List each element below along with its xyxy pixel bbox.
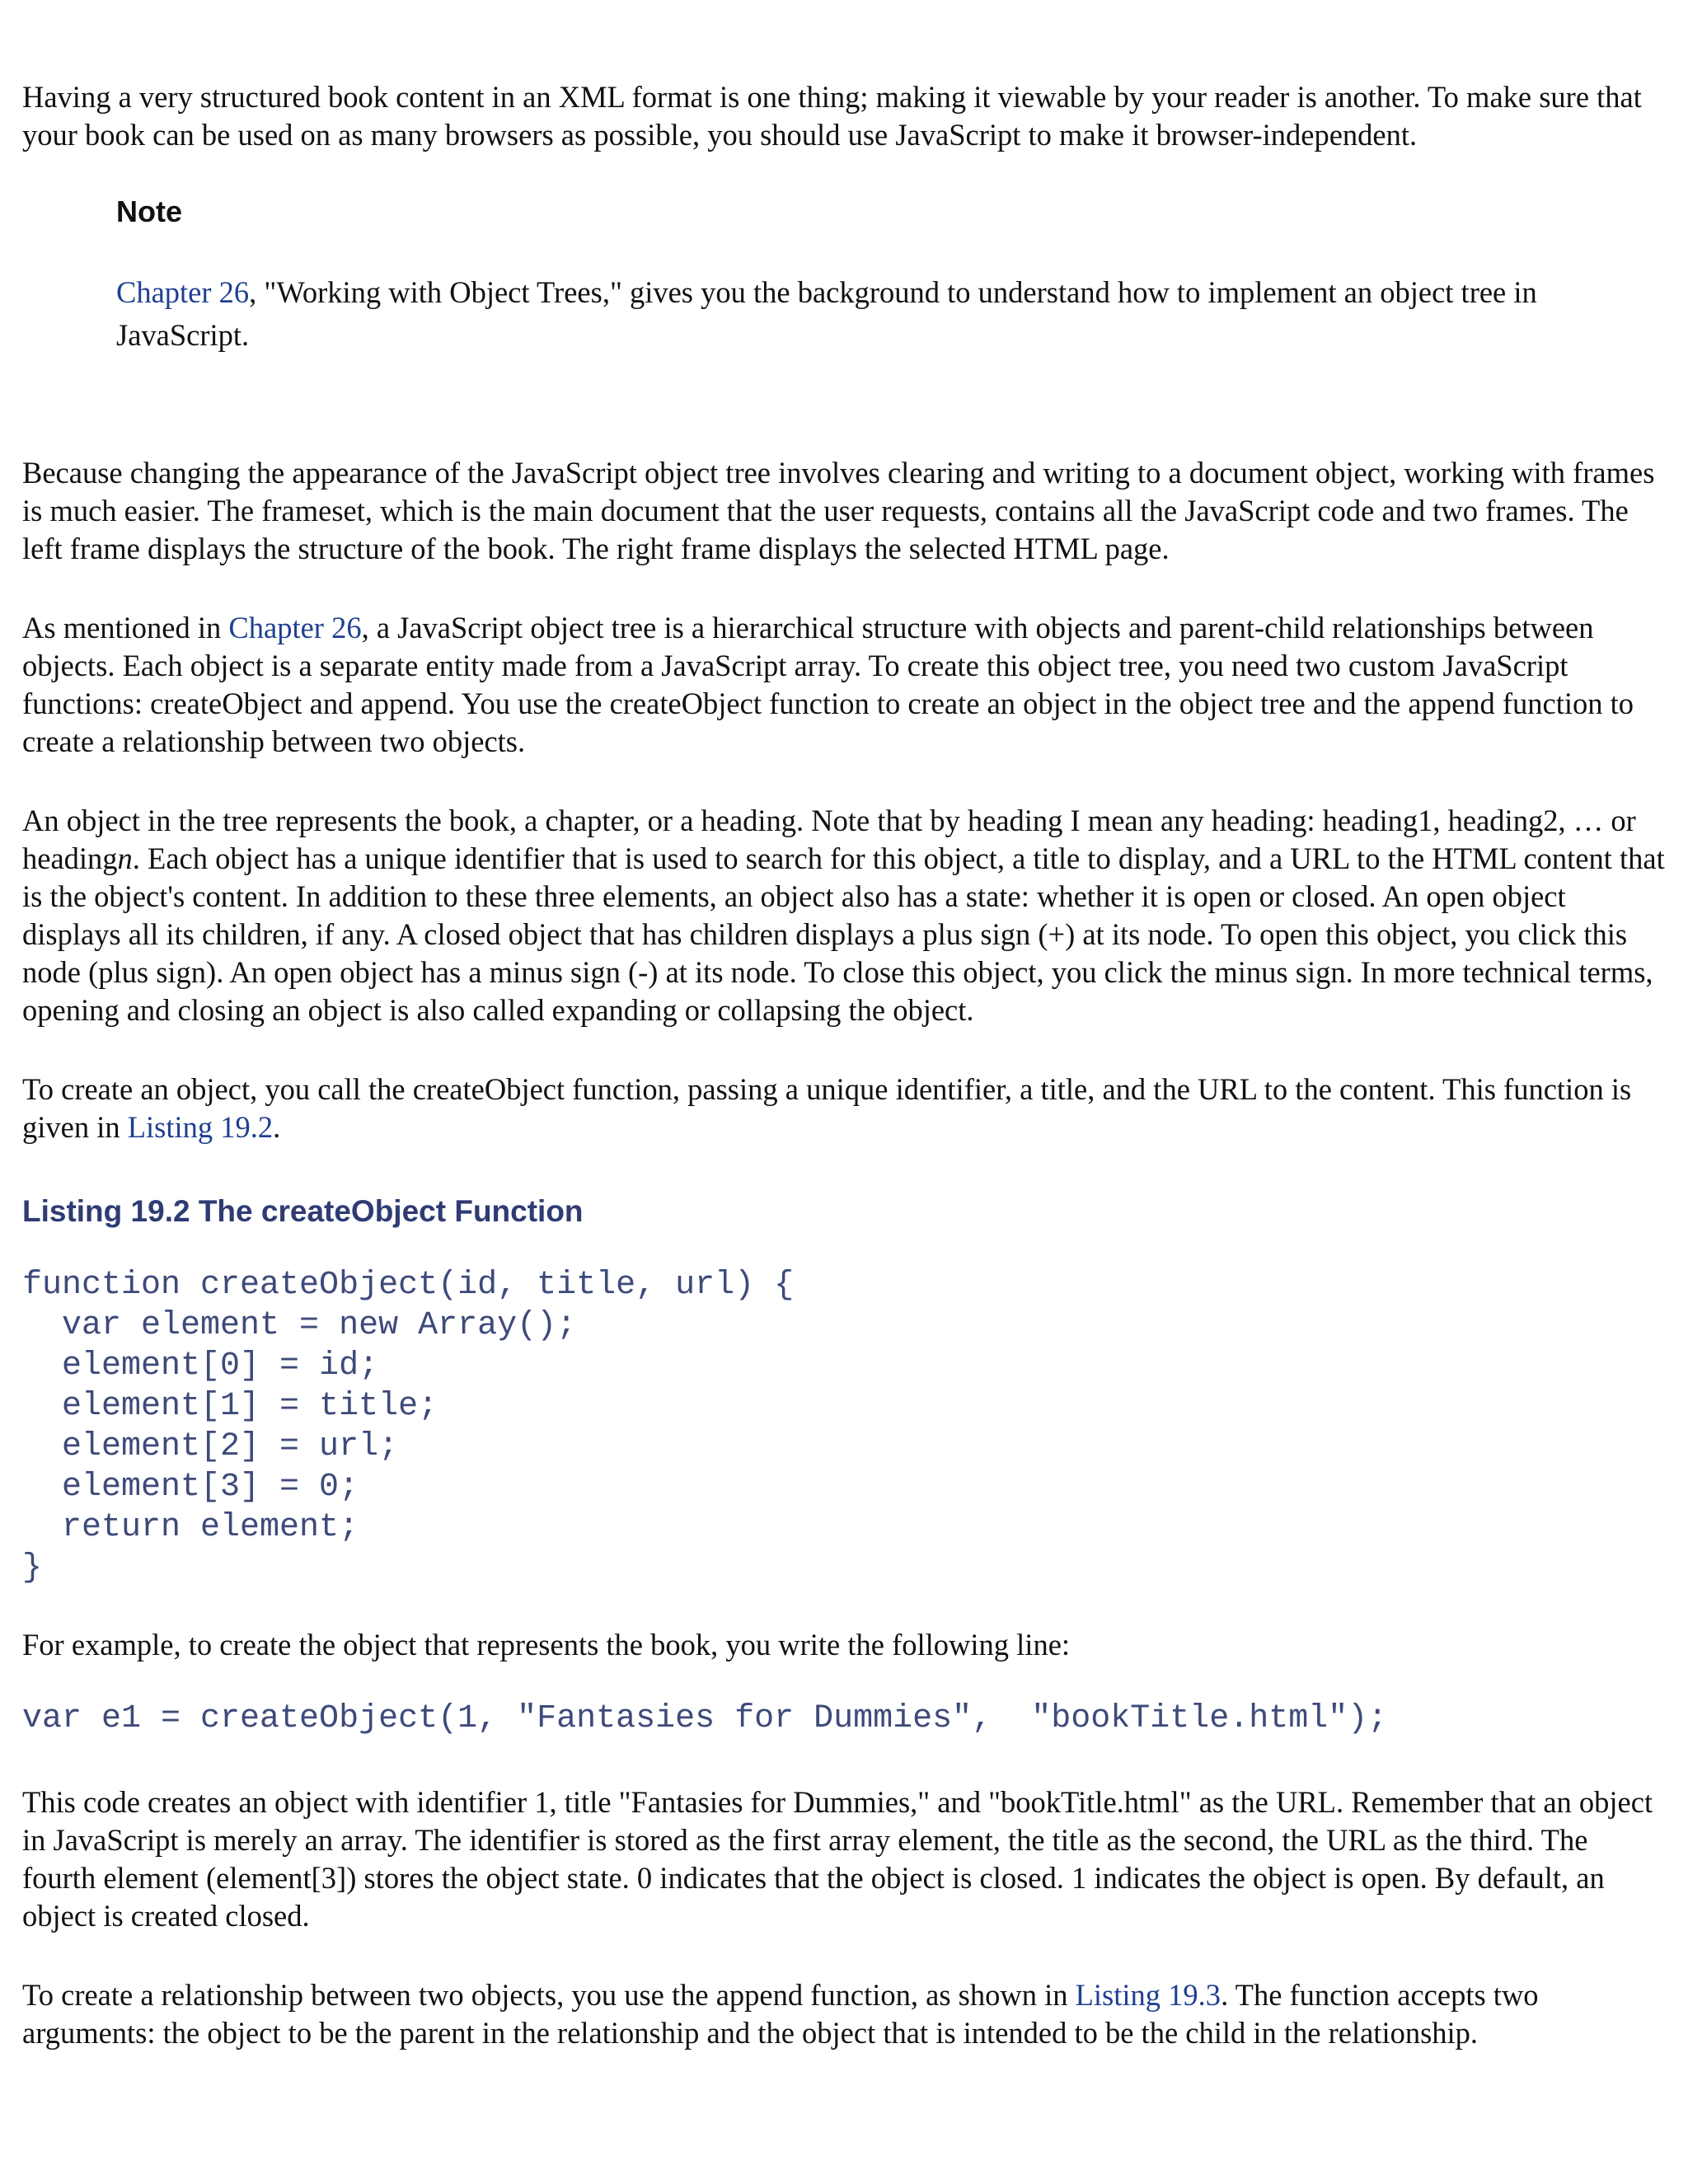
create-object-text-end: . (273, 1110, 281, 1144)
create-object-text-start: To create an object, you call the createObject function, passing a unique identifier, a title, and the URL to the content. This function is given in (22, 1072, 1632, 1144)
append-text-start: To create a relationship between two objects, you use the append function, as shown in (22, 1978, 1076, 2012)
listing-heading: Listing 19.2 The createObject Function (22, 1194, 584, 1228)
note-text (116, 271, 1592, 357)
intro-paragraph: Having a very structured book content in an XML format is one thing; making it viewable by your reader is another. To make sure that your book can be used on as many browsers as possible, you should use JavaScript to make it browser-independent. (22, 80, 1642, 152)
note-body: , "Working with Object Trees," gives you the background to understand how to implement an object tree in JavaScript. (116, 275, 1537, 352)
chapter-26-link[interactable]: Chapter 26 (116, 275, 250, 309)
object-tree-text-end: , a JavaScript object tree is a hierarchical structure with objects and parent-child relationships between objects. Each object is a separate entity made from a JavaScript array. To create this object tree, you need two custom JavaScript functions: createObject and append. You use the createObject function to create an object in the object tree and the append function to create a relationship between two objects. (22, 611, 1634, 758)
create-object-paragraph (22, 1071, 1667, 1146)
object-tree-paragraph (22, 609, 1667, 761)
example-paragraph: For example, to create the object that represents the book, you write the following line: (22, 1628, 1071, 1661)
append-text-end: . The function accepts two arguments: the object to be the parent in the relationship and the object that is intended to be the child in the relationship. (22, 1978, 1539, 2050)
listing-19-3-link[interactable]: Listing 19.3 (1075, 1978, 1221, 2012)
object-tree-text-start: As mentioned in (22, 611, 229, 644)
heading-n-italic: n (117, 841, 133, 875)
chapter-26-link-2[interactable]: Chapter 26 (228, 611, 362, 644)
note-box (116, 194, 1592, 357)
object-state-text-end: . Each object has a unique identifier that is used to search for this object, a title to display, and a URL to the HTML content that is the object's content. In addition to these three elements, an object also has a state: whether it is open or closed. An open object displays all its children, if any. A closed object that has children displays a plus sign (+) at its node. To open this object, you click this node (plus sign). An open object has a minus sign (-) at its node. To close this object, you click the minus sign. In more technical terms, opening and closing an object is also called expanding or collapsing the object. (22, 841, 1665, 1027)
note-heading: Note (116, 194, 182, 228)
object-state-paragraph (22, 802, 1667, 1029)
identifier-paragraph: This code creates an object with identifier 1, title "Fantasies for Dummies," and "bookTitle.html" as the URL. Remember that an object in JavaScript is merely an array. The identifier is stored as the first array element, the title as the second, the URL as the third. The fourth element (element[3]) stores the object state. 0 indicates that the object is closed. 1 indicates the object is open. By default, an object is created closed. (22, 1785, 1653, 1933)
object-state-text-start: An object in the tree represents the book, a chapter, or a heading. Note that by heading I mean any heading: heading1, heading2, … or heading (22, 804, 1636, 875)
listing-19-2-link[interactable]: Listing 19.2 (127, 1110, 274, 1144)
code-example-line: var e1 = createObject(1, "Fantasies for Dummies", "bookTitle.html"); (22, 1700, 1388, 1737)
frames-paragraph: Because changing the appearance of the JavaScript object tree involves clearing and writing to a document object, working with frames is much easier. The frameset, which is the main document that the user requests, contains all the JavaScript code and two frames. The left frame displays the structure of the book. The right frame displays the selected HTML page. (22, 456, 1655, 565)
append-paragraph (22, 1976, 1667, 2052)
code-listing-create-object: function createObject(id, title, url) { var element = new Array(); element[0] = id; element[1] = title; element[2] = url; element[3] = 0; return element; } (22, 1267, 795, 1586)
document-page (22, 78, 1667, 2052)
